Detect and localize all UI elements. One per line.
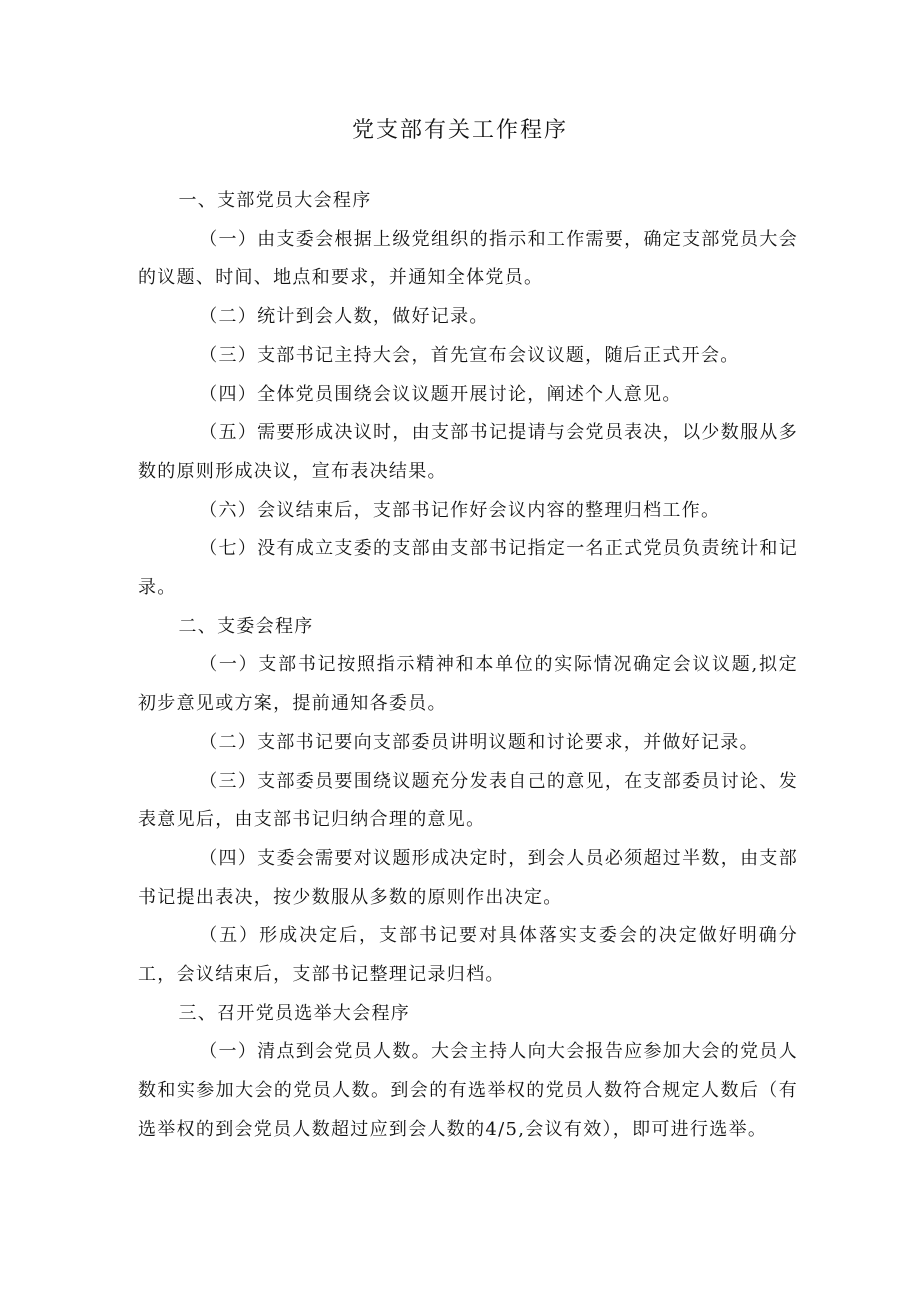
paragraph: （六）会议结束后，支部书记作好会议内容的整理归档工作。 [199, 499, 721, 521]
paragraph: （一）清点到会党员人数。大会主持人向大会报告应参加大会的党员人数和实参加大会的党员人数。到会的有选举权的党员人数符合规定人数后（有选举权的到会党员人数超过应到会人数的4/5,会议有效），即可进行选举。 [138, 1041, 798, 1140]
paragraph: （一）由支委会根据上级党组织的指示和工作需要，确定支部党员大会的议题、时间、地点和要求，并通知全体党员。 [138, 228, 798, 289]
paragraph: （四）全体党员围绕会议议题开展讨论，阐述个人意见。 [199, 383, 682, 405]
paragraph: （四）支委会需要对议题形成决定时，到会人员必须超过半数，由支部书记提出表决，按少数服从多数的原则作出决定。 [138, 847, 798, 908]
paragraph: （五）需要形成决议时，由支部书记提请与会党员表决，以少数服从多数的原则形成决议，宣布表决结果。 [138, 422, 798, 482]
paragraph: （七）没有成立支委的支部由支部书记指定一名正式党员负责统计和记录。 [138, 538, 798, 599]
section-heading: 二、支委会程序 [178, 615, 314, 637]
paragraph: （三）支部书记主持大会，首先宣布会议议题，随后正式开会。 [199, 344, 740, 366]
document-body [138, 182, 798, 1150]
paragraph: （一）支部书记按照指示精神和本单位的实际情况确定会议议题,拟定初步意见或方案，提前通知各委员。 [138, 654, 798, 715]
paragraph: （二）支部书记要向支部委员讲明议题和讨论要求，并做好记录。 [199, 731, 759, 753]
document-title: 党支部有关工作程序 [351, 118, 568, 143]
paragraph: （五）形成决定后，支部书记要对具体落实支委会的决定做好明确分工，会议结束后，支部书记整理记录归档。 [138, 925, 798, 986]
paragraph: （三）支部委员要围绕议题充分发表自己的意见，在支部委员讨论、发表意见后，由支部书记归纳合理的意见。 [138, 770, 798, 831]
section-heading: 一、支部党员大会程序 [178, 190, 372, 211]
paragraph: （二）统计到会人数，做好记录。 [199, 306, 489, 328]
section-heading: 三、召开党员选举大会程序 [178, 1002, 411, 1024]
